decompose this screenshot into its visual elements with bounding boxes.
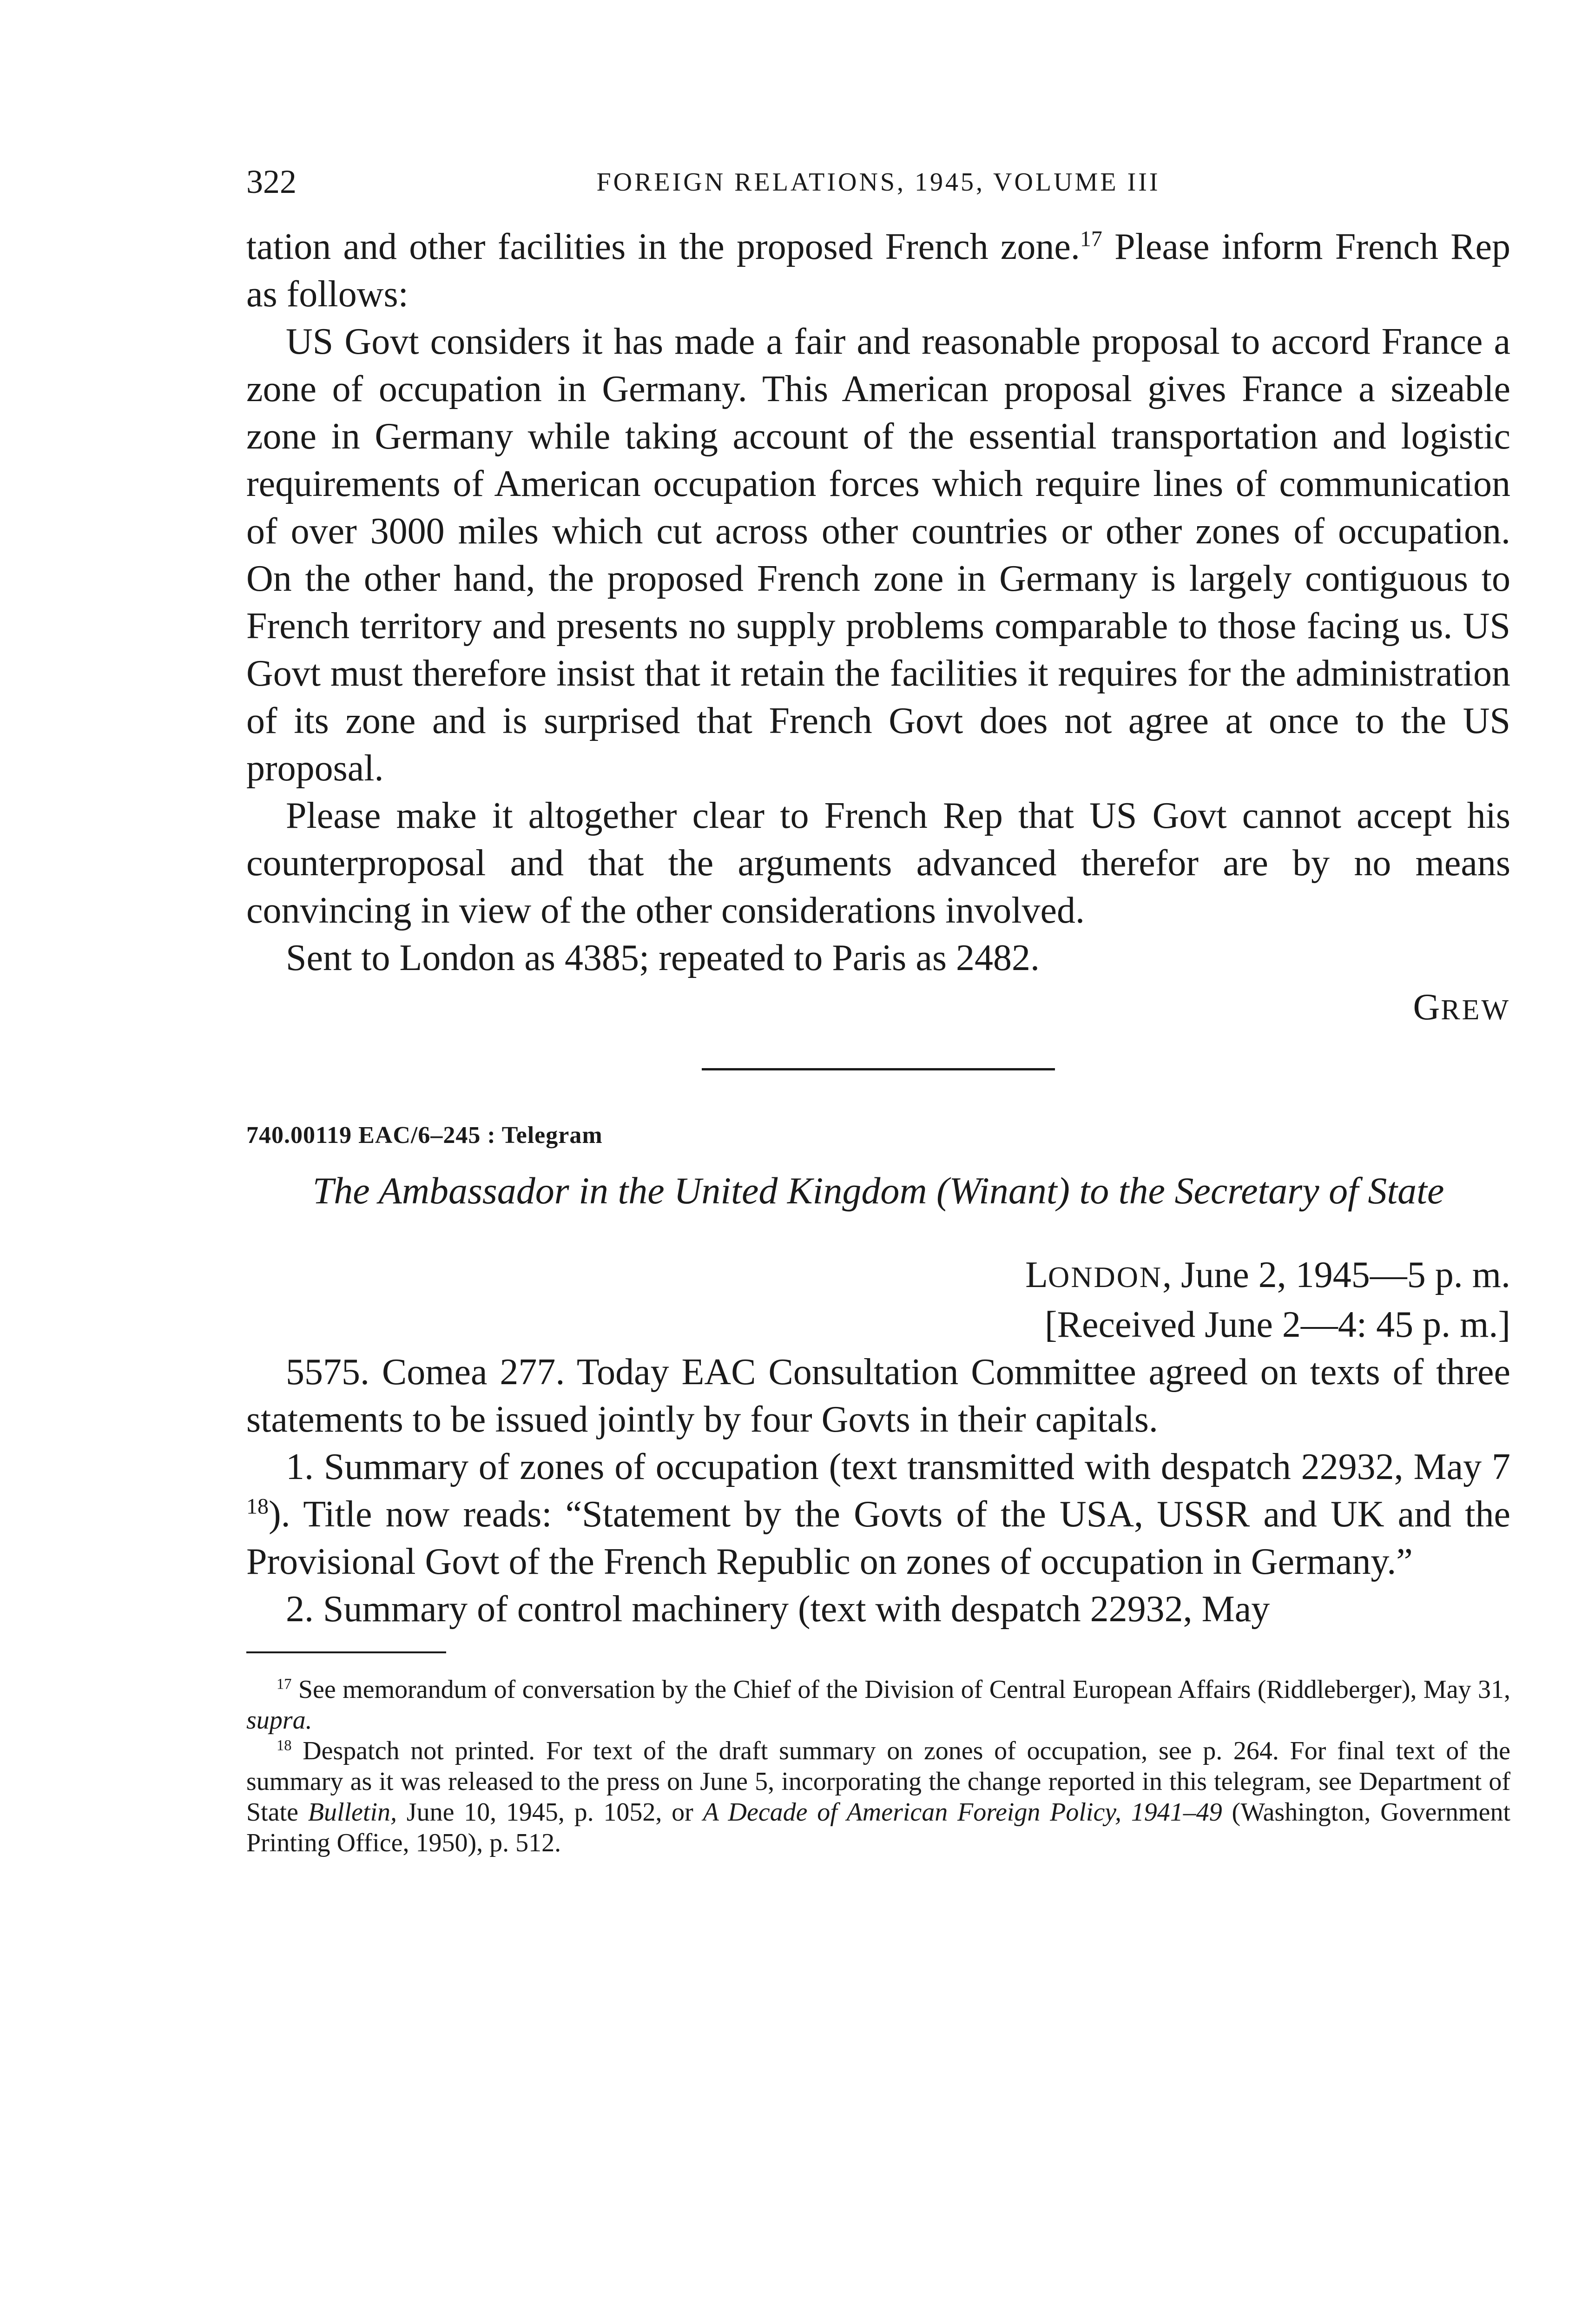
footnote-18-end: (Washington, Government Printing Office, 1950), p. 512. — [246, 1798, 1511, 1857]
file-reference: 740.00119 EAC/6–245 : Telegram — [246, 1122, 603, 1149]
document-page — [246, 153, 1510, 1858]
footnote-rule — [246, 1651, 446, 1653]
signature-initial: G — [1413, 987, 1441, 1028]
dateline-sent — [246, 1251, 1510, 1301]
footnote-17-supra: supra. — [246, 1706, 312, 1735]
footnote-18-text: Despatch not printed. For text of the draft summary on zones of occupation, see p. 264. For final text of the summary as it was released to the press on June 5, incorporating the change reported in this telegram, see Department of State — [246, 1736, 1510, 1827]
footnote-18-mid: June 10, 1945, p. 1052, or — [397, 1798, 703, 1827]
date-sent: , June 2, 1945—5 p. m. — [1162, 1254, 1510, 1295]
footnotes — [246, 1674, 1510, 1858]
page-number: 322 — [246, 163, 297, 200]
intro-tail: Please inform French Rep as follows: — [246, 226, 1511, 315]
signature-grew — [246, 986, 1510, 1031]
paragraph-us-govt: US Govt considers it has made a fair and reasonable proposal to accord France a zone of occupation in Germany. This American proposal gives France a sizeable zone in Germany while taking account of the essential transportation and logistic requirements of American occupation forces which require lines of communication of over 3000 miles which cut across other countries or other zones of occupation. On the other hand, the proposed French zone in Germany is largely contiguous to French territory and presents no supply problems comparable to those facing us. US Govt must therefore insist that it retain the facilities it requires for the administration of its zone and is surprised that French Govt does not agree at once to the US proposal. — [246, 321, 1510, 789]
footnote-ref-17: 17 — [1080, 226, 1102, 251]
footnote-18 — [246, 1736, 1510, 1858]
footnote-18-decade: A Decade of American Foreign Policy, 1941–49 — [703, 1798, 1222, 1827]
footnote-18-bulletin: Bulletin, — [308, 1798, 397, 1827]
page-header — [246, 153, 1510, 223]
section-divider — [702, 1068, 1055, 1070]
running-head: FOREIGN RELATIONS, 1945, VOLUME III — [596, 168, 1160, 197]
intro-text: tation and other facilities in the proposed French zone. — [246, 226, 1080, 267]
footnote-17-text: See memorandum of conversation by the Chief of the Division of Central European Affairs (Riddleberger), May 31, — [291, 1675, 1510, 1704]
item-1-text-b: ). Title now reads: “Statement by the Govts of the USA, USSR and UK and the Provisional Govt of the French Republic on zones of occupation in Germany.” — [246, 1494, 1510, 1582]
footnote-18-number: 18 — [277, 1737, 292, 1754]
paragraph-sent-to: Sent to London as 4385; repeated to Paris as 2482. — [286, 938, 1040, 978]
paragraph-5575: 5575. Comea 277. Today EAC Consultation Committee agreed on texts of three statements to be issued jointly by four Govts in their capitals. — [246, 1352, 1510, 1440]
place-initial: L — [1025, 1254, 1048, 1295]
intro-paragraph — [246, 223, 1510, 318]
paragraph-please-make: Please make it altogether clear to French Rep that US Govt cannot accept his counterproposal and that the arguments advanced therefor are by no means convincing in view of the other considerations involved. — [246, 795, 1510, 931]
footnote-ref-18: 18 — [246, 1494, 269, 1519]
signature-rest: REW — [1441, 994, 1510, 1026]
dateline-received: [Received June 2—4: 45 p. m.] — [1045, 1304, 1510, 1345]
paragraph-item-1 — [246, 1443, 1510, 1585]
place-rest: ONDON — [1048, 1261, 1163, 1294]
document-title: The Ambassador in the United Kingdom (Winant) to the Secretary of State — [312, 1169, 1444, 1212]
dateline — [246, 1251, 1510, 1348]
item-1-text-a: 1. Summary of zones of occupation (text transmitted with despatch 22932, May 7 — [286, 1446, 1510, 1487]
footnote-17-number: 17 — [277, 1676, 292, 1693]
footnote-17 — [246, 1674, 1510, 1736]
paragraph-item-2: 2. Summary of control machinery (text with despatch 22932, May — [286, 1589, 1270, 1630]
